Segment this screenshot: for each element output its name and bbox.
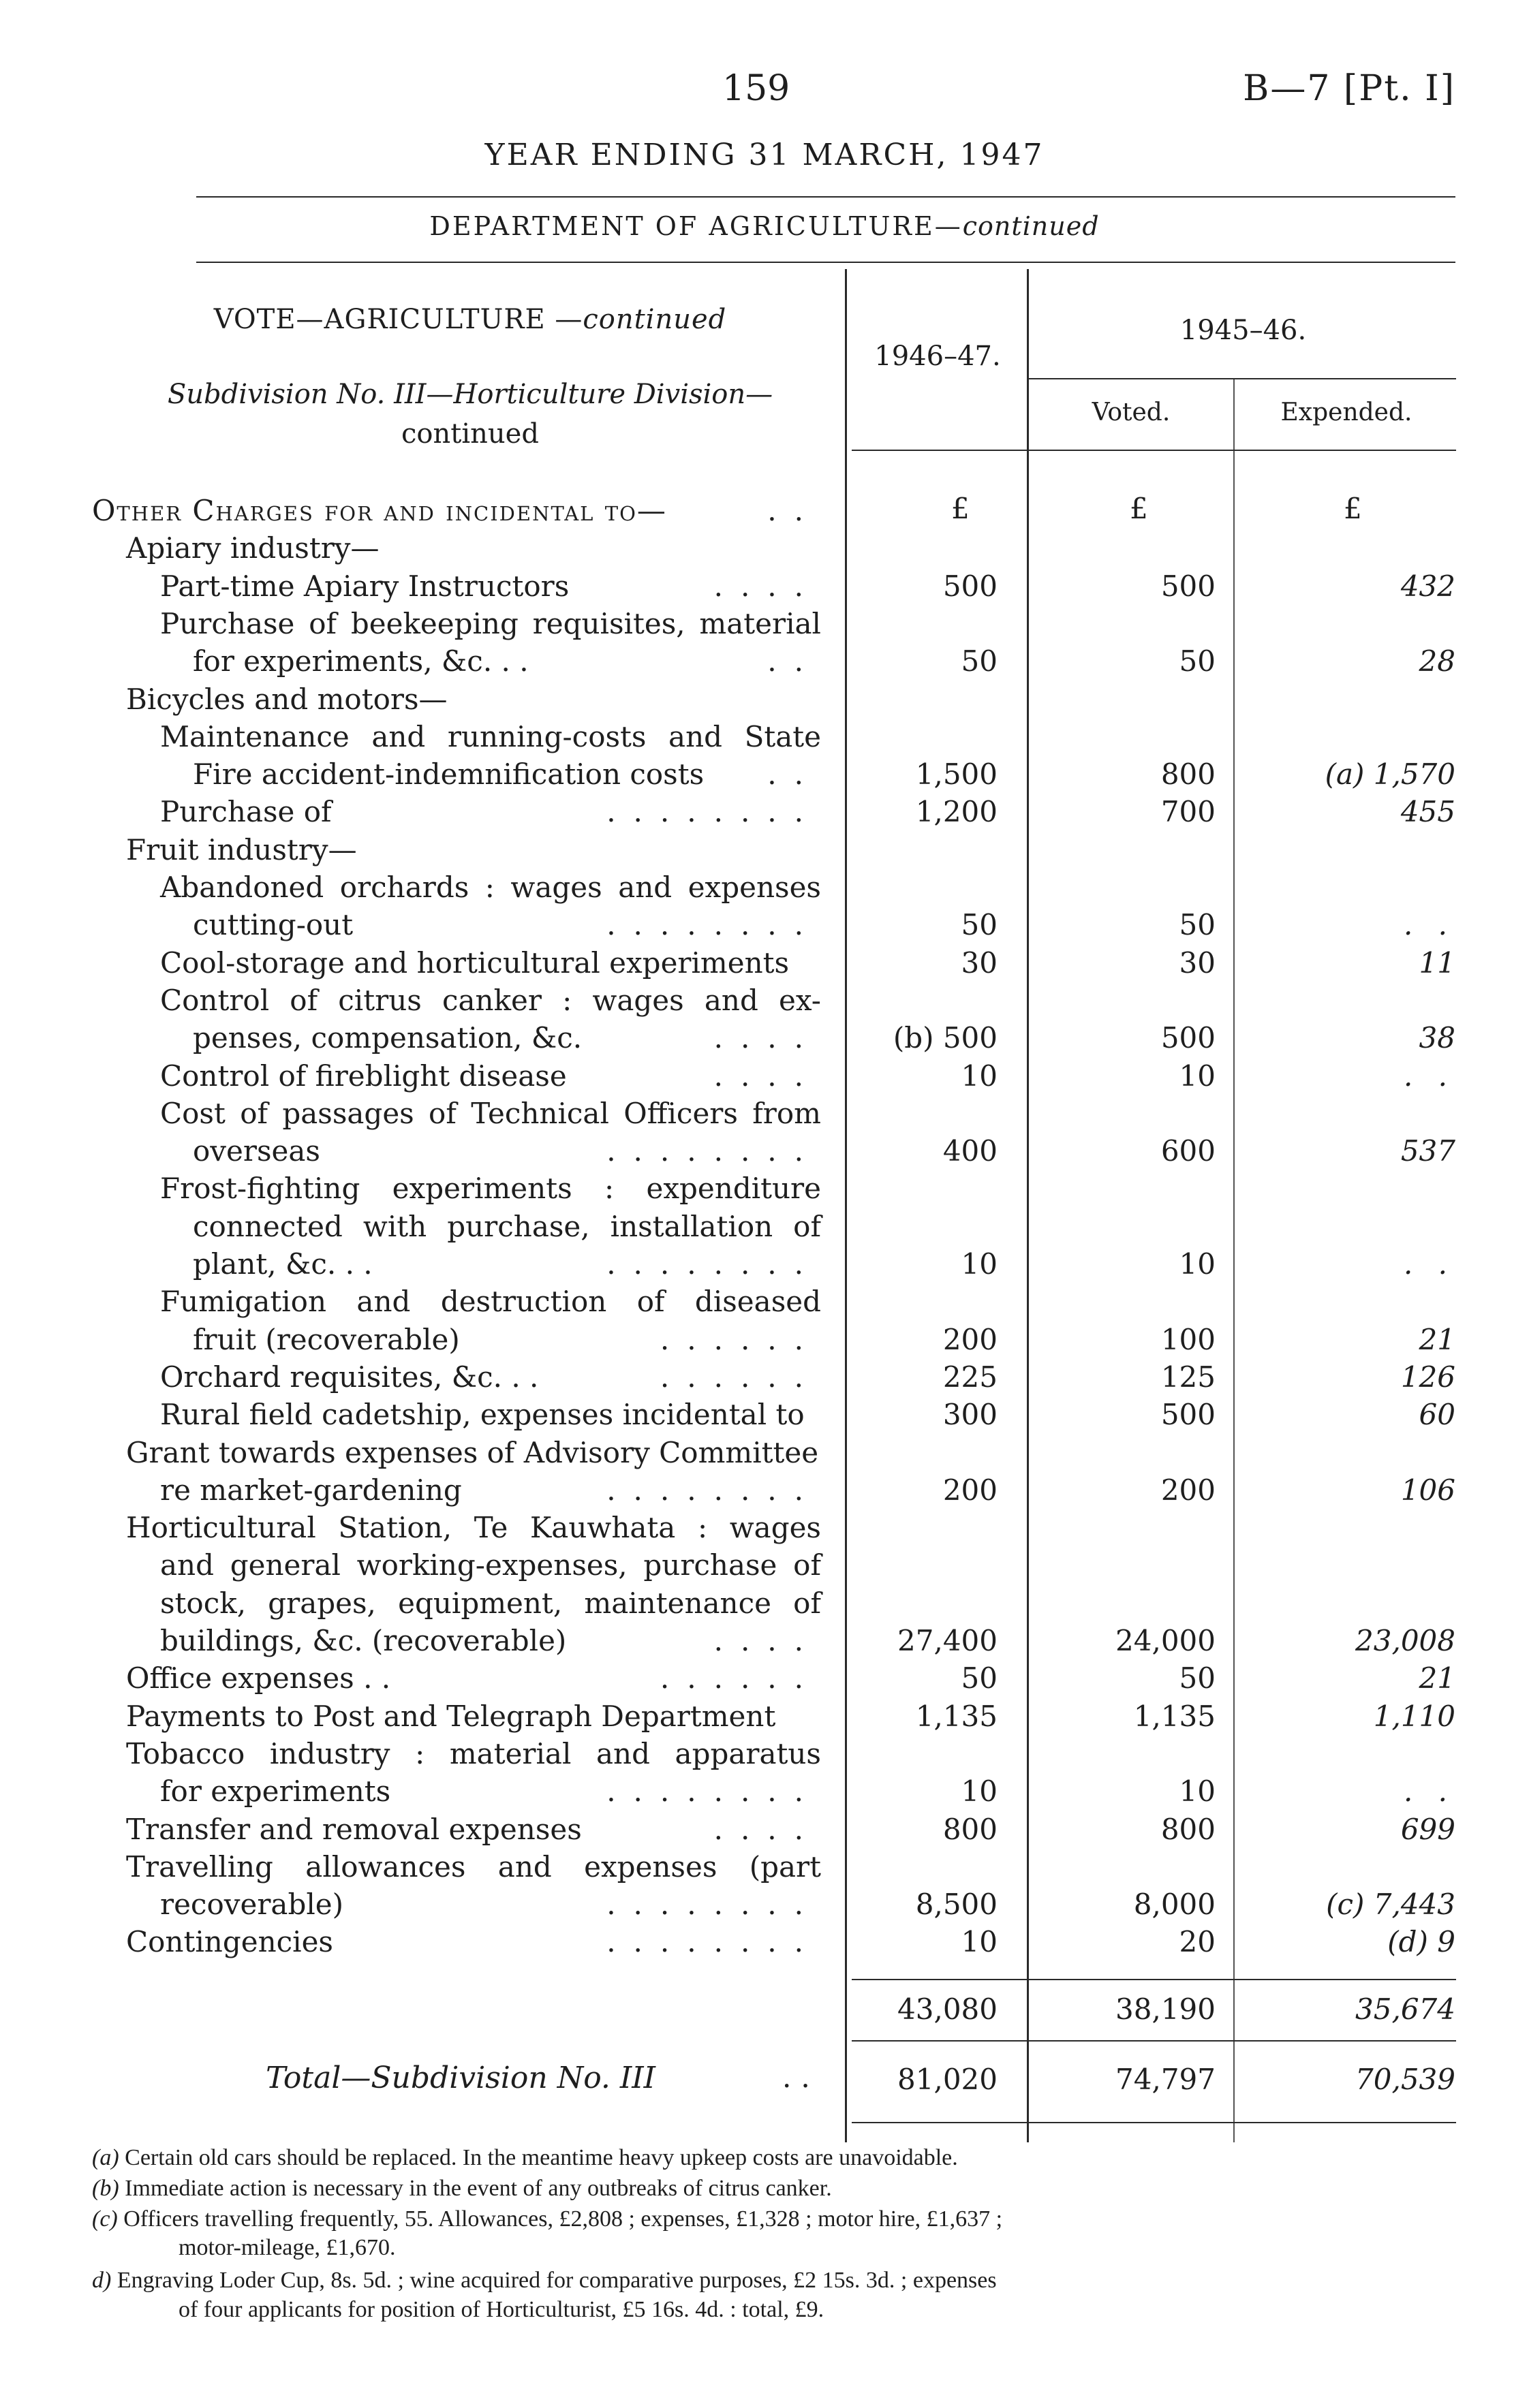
row-value-1946-47: 50 (961, 1661, 998, 1695)
row-value-voted: 100 (1160, 1322, 1216, 1356)
row-leader-dots: ........ (606, 908, 821, 942)
row-value-1946-47: 10 (961, 1247, 998, 1281)
subdivision-title (129, 375, 811, 454)
row-description: Fruit industry— (126, 832, 357, 866)
row-description: for experiments, &c. . . (193, 644, 529, 678)
row-value-1946-47: 200 (942, 1322, 998, 1356)
table-row (92, 1886, 821, 1924)
table-row (92, 793, 821, 831)
row-leader-dots: .... (713, 1059, 821, 1093)
row-description: Cool-storage and horticultural experiments (160, 945, 790, 980)
table-row (92, 1698, 821, 1736)
table-row (92, 982, 821, 1020)
row-value-1946-47: 10 (961, 1774, 998, 1809)
currency-mark-voted: £ (1130, 492, 1148, 525)
row-value-expended: 21 (1419, 1322, 1455, 1356)
row-value-1946-47: 50 (961, 644, 998, 678)
table-row (92, 1923, 821, 1961)
row-value-voted: 10 (1179, 1059, 1216, 1093)
table-row (92, 642, 821, 681)
total-voted: 74,797 (1115, 2063, 1216, 2096)
footnote-b (92, 2175, 1455, 2202)
row-leader-dots: ...... (660, 1360, 821, 1394)
row-value-voted: 125 (1160, 1360, 1216, 1394)
column-divider-1 (845, 269, 847, 2142)
row-value-1946-47: 10 (961, 1925, 998, 1959)
row-leader-dots: .... (713, 569, 821, 603)
table-row (92, 605, 821, 643)
row-description: Fumigation and destruction of diseased (160, 1285, 821, 1319)
row-description: Purchase of (160, 795, 332, 829)
footnote-c-text: Officers travelling frequently, 55. Allowances, £2,808 ; expenses, £1,328 ; motor hire, £1,637 ; (123, 2206, 1003, 2232)
table-row (92, 1358, 821, 1396)
row-value-1946-47: 500 (942, 569, 998, 603)
department-rule (196, 262, 1455, 263)
column-divider-3 (1233, 378, 1235, 2142)
row-leader-dots: .... (713, 1812, 821, 1846)
table-row (92, 1471, 821, 1510)
table-row (92, 755, 821, 794)
row-value-voted: 30 (1179, 945, 1216, 980)
table-row (92, 1584, 821, 1623)
total-expended: 70,539 (1355, 2063, 1455, 2096)
table-row (92, 567, 821, 606)
row-value-expended: (d) 9 (1387, 1925, 1455, 1959)
row-description: for experiments (160, 1774, 391, 1809)
row-value-voted: 500 (1160, 569, 1216, 603)
row-description: Control of fireblight disease (160, 1059, 567, 1093)
row-value-voted: 50 (1179, 1661, 1216, 1695)
row-description: Contingencies (126, 1925, 333, 1959)
row-leader-dots: ........ (606, 1774, 821, 1809)
subtotal-expended: 35,674 (1355, 1992, 1455, 2026)
row-value-expended: (a) 1,570 (1325, 757, 1455, 792)
row-value-expended: . . (1403, 1247, 1455, 1281)
page-number: 159 (722, 68, 790, 109)
footnote-a (92, 2144, 1455, 2172)
row-value-1946-47: 8,500 (915, 1888, 998, 1922)
row-description: Abandoned orchards : wages and expenses (160, 871, 821, 904)
group-header-rule (1027, 378, 1456, 379)
subtotal-voted: 38,190 (1115, 1992, 1216, 2026)
row-value-expended: . . (1403, 1774, 1455, 1809)
row-value-1946-47: 27,400 (897, 1624, 998, 1657)
footnote-b-mark: (b) (92, 2176, 119, 2201)
header-bottom-rule (852, 450, 1456, 451)
row-value-expended: . . (1403, 908, 1455, 942)
subtotal-top-rule (852, 1979, 1456, 1980)
row-description: Frost-fighting experiments : expenditure (160, 1172, 821, 1206)
row-value-expended: 23,008 (1355, 1624, 1455, 1657)
table-row (92, 831, 821, 869)
row-description: re market-gardening (160, 1473, 462, 1507)
row-description: Tobacco industry : material and apparatus (126, 1736, 821, 1770)
year-heading: YEAR ENDING 31 MARCH, 1947 (484, 138, 1045, 172)
row-value-voted: 50 (1179, 908, 1216, 942)
row-value-voted: 20 (1179, 1925, 1216, 1959)
row-value-1946-47: 800 (942, 1812, 998, 1846)
row-value-voted: 8,000 (1133, 1888, 1216, 1922)
row-leader-dots: .. (767, 644, 821, 678)
row-leader-dots: ........ (606, 1925, 821, 1959)
row-value-1946-47: 50 (961, 908, 998, 942)
row-description: connected with purchase, installation of (193, 1209, 821, 1243)
table-row (92, 1208, 821, 1246)
row-value-expended: 11 (1419, 945, 1455, 980)
table-row (92, 1509, 821, 1547)
row-value-1946-47: 225 (942, 1360, 998, 1394)
row-description: Bicycles and motors— (126, 682, 448, 716)
row-value-voted: 10 (1179, 1247, 1216, 1281)
document-code: B—7 [Pt. I] (1243, 68, 1455, 109)
row-leader-dots: ...... (660, 1661, 821, 1695)
column-header-voted: Voted. (1092, 398, 1171, 426)
row-description: Travelling allowances and expenses (part (126, 1849, 821, 1883)
row-value-expended: 126 (1400, 1360, 1455, 1394)
table-row (92, 1321, 821, 1359)
row-description: penses, compensation, &c. (193, 1021, 583, 1055)
row-description: cutting-out (193, 908, 354, 942)
table-row (92, 1848, 821, 1886)
row-value-1946-47: 400 (942, 1134, 998, 1168)
top-rule (196, 196, 1455, 198)
row-leader-dots: ........ (606, 1247, 821, 1281)
row-description: Payments to Post and Telegraph Department (126, 1699, 776, 1733)
row-value-expended: 1,110 (1373, 1699, 1455, 1733)
row-value-voted: 10 (1179, 1774, 1216, 1809)
department-name: DEPARTMENT OF AGRICULTURE— (429, 211, 963, 241)
row-value-expended: 699 (1400, 1812, 1455, 1846)
footnote-c (92, 2206, 1455, 2233)
vote-title (129, 304, 811, 335)
row-value-expended: 28 (1419, 644, 1455, 678)
row-value-voted: 800 (1160, 757, 1216, 792)
row-leader-dots: .. (767, 494, 821, 527)
footnote-d-mark: d) (92, 2268, 112, 2293)
row-leader-dots: ........ (606, 1473, 821, 1507)
row-value-voted: 50 (1179, 644, 1216, 678)
table-row (92, 944, 821, 982)
row-value-expended: 60 (1419, 1398, 1455, 1432)
row-description: overseas (193, 1134, 320, 1168)
table-row (92, 681, 821, 719)
table-row (92, 492, 821, 530)
column-divider-2 (1027, 269, 1029, 2142)
table-row (92, 1735, 821, 1773)
row-value-expended: 21 (1419, 1661, 1455, 1695)
row-description: fruit (recoverable) (193, 1322, 460, 1356)
row-value-1946-47: 200 (942, 1473, 998, 1507)
row-leader-dots: .... (713, 1624, 821, 1657)
table-row (92, 1057, 821, 1095)
department-continued: continued (962, 211, 1100, 241)
column-header-1946-47: 1946–47. (874, 341, 1001, 372)
currency-mark-expended: £ (1344, 492, 1362, 525)
row-value-voted: 24,000 (1115, 1624, 1216, 1657)
footnote-a-mark: (a) (92, 2145, 119, 2170)
row-value-voted: 500 (1160, 1021, 1216, 1055)
footnote-d-text: Engraving Loder Cup, 8s. 5d. ; wine acquired for comparative purposes, £2 15s. 3d. ; expenses (117, 2268, 997, 2293)
row-value-expended: (c) 7,443 (1326, 1888, 1455, 1922)
row-value-expended: . . (1403, 1059, 1455, 1093)
table-row (92, 1095, 821, 1133)
row-value-expended: 537 (1400, 1134, 1455, 1168)
row-value-voted: 600 (1160, 1134, 1216, 1168)
row-leader-dots: ........ (606, 1888, 821, 1922)
row-description: and general working-expenses, purchase of (160, 1548, 821, 1582)
row-leader-dots: ........ (606, 1134, 821, 1168)
row-value-1946-47: 30 (961, 945, 998, 980)
row-description: Cost of passages of Technical Officers from (160, 1096, 821, 1130)
row-description: recoverable) (160, 1888, 344, 1922)
table-row (92, 1170, 821, 1208)
currency-mark-1946-47: £ (951, 492, 970, 525)
row-value-1946-47: 10 (961, 1059, 998, 1093)
table-row (92, 1245, 821, 1283)
row-description: Control of citrus canker : wages and ex- (160, 983, 821, 1017)
subtotal-1946-47: 43,080 (897, 1992, 998, 2026)
row-leader-dots: .... (713, 1021, 821, 1055)
vote-name: VOTE—AGRICULTURE — (213, 304, 583, 335)
table-row (92, 1659, 821, 1698)
column-header-expended: Expended. (1280, 398, 1412, 426)
row-leader-dots: .. (767, 757, 821, 792)
row-description: Office expenses . . (126, 1661, 391, 1695)
total-leader: .. (782, 2061, 820, 2094)
table-row (92, 718, 821, 756)
row-value-expended: 106 (1400, 1473, 1455, 1507)
row-description: buildings, &c. (recoverable) (160, 1624, 567, 1657)
row-value-1946-47: 1,135 (915, 1699, 998, 1733)
footnote-a-text: Certain old cars should be replaced. In the meantime heavy upkeep costs are unavoidable. (125, 2145, 958, 2170)
footnote-d (92, 2267, 1455, 2294)
row-description: Transfer and removal expenses (126, 1812, 582, 1846)
row-description: Purchase of beekeeping requisites, material (160, 606, 821, 640)
row-value-1946-47: 1,500 (915, 757, 998, 792)
row-value-voted: 200 (1160, 1473, 1216, 1507)
row-description: plant, &c. . . (193, 1247, 373, 1281)
total-label: Total—Subdivision No. III (266, 2061, 656, 2095)
table-row (92, 1811, 821, 1849)
subtotal-bottom-rule (852, 2040, 1456, 2042)
row-description: stock, grapes, equipment, maintenance of (160, 1586, 821, 1620)
row-description: Orchard requisites, &c. . . (160, 1360, 539, 1394)
table-row (92, 1283, 821, 1321)
row-value-expended: 455 (1400, 795, 1455, 829)
footnote-b-text: Immediate action is necessary in the event of any outbreaks of citrus canker. (125, 2176, 832, 2201)
row-description: Apiary industry— (126, 531, 380, 565)
row-leader-dots: ...... (660, 1322, 821, 1356)
vote-continued: continued (583, 304, 727, 335)
row-value-expended: 38 (1419, 1021, 1455, 1055)
table-row (92, 1132, 821, 1170)
row-description: Grant towards expenses of Advisory Committee (126, 1435, 819, 1469)
table-row (92, 906, 821, 944)
row-description: Maintenance and running-costs and State (160, 719, 821, 753)
row-leader-dots: ........ (606, 795, 821, 829)
row-description: Fire accident-indemnification costs (193, 757, 705, 792)
row-description: Part-time Apiary Instructors (160, 569, 570, 603)
row-description: Other Charges for and incidental to— (92, 494, 667, 527)
footnote-d-continued: of four applicants for position of Horticulturist, £5 16s. 4d. : total, £9. (179, 2297, 824, 2322)
row-value-voted: 800 (1160, 1812, 1216, 1846)
table-row (92, 1622, 821, 1660)
table-row (92, 1772, 821, 1811)
row-value-1946-47: (b) 500 (893, 1021, 998, 1055)
footnote-c-mark: (c) (92, 2206, 118, 2232)
row-value-expended: 432 (1400, 569, 1455, 603)
footnote-c-continued: motor-mileage, £1,670. (179, 2235, 396, 2260)
row-description: Horticultural Station, Te Kauwhata : wages (126, 1511, 821, 1545)
table-row (92, 1396, 821, 1434)
department-heading (0, 211, 1529, 241)
total-bottom-rule (852, 2122, 1456, 2123)
row-value-voted: 700 (1160, 795, 1216, 829)
table-row (92, 1546, 821, 1584)
subdivision-name: Subdivision No. III—Horticulture Division— (167, 379, 773, 410)
row-value-voted: 500 (1160, 1398, 1216, 1432)
column-header-1945-46: 1945–46. (1179, 315, 1307, 346)
row-value-1946-47: 1,200 (915, 795, 998, 829)
row-value-voted: 1,135 (1133, 1699, 1216, 1733)
table-row (92, 1434, 821, 1472)
row-value-1946-47: 300 (942, 1398, 998, 1432)
row-description: Rural field cadetship, expenses incidental to (160, 1398, 805, 1432)
table-row (92, 869, 821, 907)
table-row (92, 529, 821, 567)
table-row (92, 1019, 821, 1057)
total-1946-47: 81,020 (897, 2063, 998, 2096)
subdivision-continued: continued (401, 418, 539, 450)
